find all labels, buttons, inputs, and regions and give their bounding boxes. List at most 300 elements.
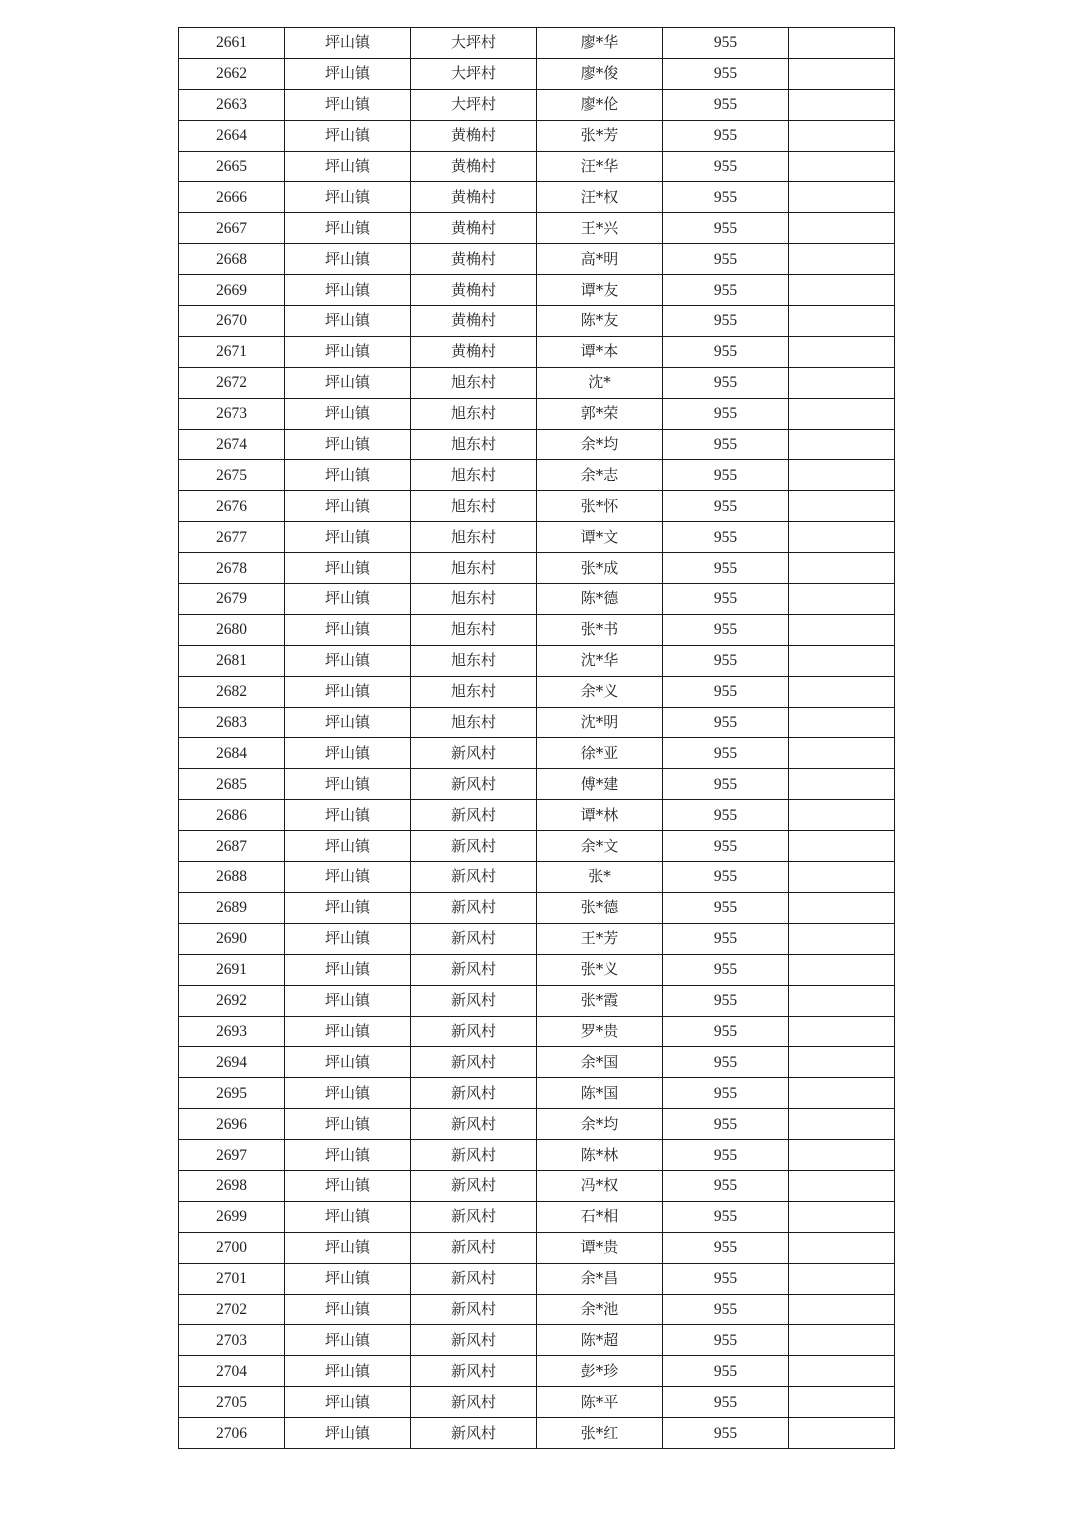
cell-village: 新风村	[411, 1418, 537, 1449]
table-row	[179, 645, 895, 676]
cell-note	[789, 645, 895, 676]
table-row	[179, 522, 895, 553]
cell-name: 张*义	[537, 954, 663, 985]
cell-serial-number: 2668	[179, 244, 285, 275]
cell-note	[789, 213, 895, 244]
cell-serial-number: 2673	[179, 398, 285, 429]
cell-name: 沈*明	[537, 707, 663, 738]
table-row	[179, 1170, 895, 1201]
cell-name: 陈*平	[537, 1387, 663, 1418]
cell-serial-number: 2704	[179, 1356, 285, 1387]
cell-name: 沈*	[537, 367, 663, 398]
cell-amount: 955	[663, 120, 789, 151]
table-row	[179, 985, 895, 1016]
cell-note	[789, 769, 895, 800]
cell-amount: 955	[663, 213, 789, 244]
table-row	[179, 707, 895, 738]
cell-name: 张*	[537, 862, 663, 893]
cell-serial-number: 2702	[179, 1294, 285, 1325]
cell-note	[789, 707, 895, 738]
cell-serial-number: 2667	[179, 213, 285, 244]
cell-village: 新风村	[411, 923, 537, 954]
cell-village: 新风村	[411, 831, 537, 862]
table-row	[179, 151, 895, 182]
cell-name: 王*兴	[537, 213, 663, 244]
cell-amount: 955	[663, 831, 789, 862]
cell-village: 新风村	[411, 1232, 537, 1263]
cell-village: 新风村	[411, 1170, 537, 1201]
cell-town: 坪山镇	[285, 460, 411, 491]
cell-serial-number: 2663	[179, 89, 285, 120]
cell-serial-number: 2679	[179, 584, 285, 615]
table-row	[179, 306, 895, 337]
cell-note	[789, 28, 895, 59]
cell-amount: 955	[663, 1263, 789, 1294]
cell-name: 徐*亚	[537, 738, 663, 769]
cell-serial-number: 2699	[179, 1201, 285, 1232]
cell-name: 余*均	[537, 1109, 663, 1140]
cell-serial-number: 2693	[179, 1016, 285, 1047]
table-row	[179, 244, 895, 275]
cell-serial-number: 2706	[179, 1418, 285, 1449]
cell-note	[789, 1294, 895, 1325]
cell-town: 坪山镇	[285, 1263, 411, 1294]
table-row	[179, 769, 895, 800]
table-row	[179, 275, 895, 306]
cell-serial-number: 2672	[179, 367, 285, 398]
cell-town: 坪山镇	[285, 1109, 411, 1140]
cell-village: 旭东村	[411, 491, 537, 522]
cell-name: 陈*德	[537, 584, 663, 615]
table-row	[179, 1201, 895, 1232]
cell-serial-number: 2680	[179, 614, 285, 645]
cell-note	[789, 367, 895, 398]
cell-name: 汪*权	[537, 182, 663, 213]
cell-village: 黄桷村	[411, 275, 537, 306]
cell-town: 坪山镇	[285, 645, 411, 676]
cell-town: 坪山镇	[285, 738, 411, 769]
cell-name: 张*书	[537, 614, 663, 645]
table-row	[179, 336, 895, 367]
cell-amount: 955	[663, 89, 789, 120]
cell-village: 旭东村	[411, 429, 537, 460]
cell-town: 坪山镇	[285, 1232, 411, 1263]
cell-note	[789, 862, 895, 893]
cell-name: 傅*建	[537, 769, 663, 800]
cell-town: 坪山镇	[285, 491, 411, 522]
cell-village: 新风村	[411, 1140, 537, 1171]
cell-name: 汪*华	[537, 151, 663, 182]
table-row	[179, 614, 895, 645]
cell-town: 坪山镇	[285, 1170, 411, 1201]
table-row	[179, 553, 895, 584]
cell-note	[789, 1170, 895, 1201]
cell-name: 余*文	[537, 831, 663, 862]
cell-serial-number: 2697	[179, 1140, 285, 1171]
cell-village: 旭东村	[411, 584, 537, 615]
cell-note	[789, 151, 895, 182]
cell-amount: 955	[663, 738, 789, 769]
table-row	[179, 460, 895, 491]
cell-serial-number: 2669	[179, 275, 285, 306]
cell-town: 坪山镇	[285, 58, 411, 89]
cell-serial-number: 2685	[179, 769, 285, 800]
cell-serial-number: 2688	[179, 862, 285, 893]
table-row	[179, 892, 895, 923]
cell-name: 余*国	[537, 1047, 663, 1078]
cell-note	[789, 676, 895, 707]
table-row	[179, 923, 895, 954]
cell-note	[789, 182, 895, 213]
cell-town: 坪山镇	[285, 275, 411, 306]
cell-name: 高*明	[537, 244, 663, 275]
cell-village: 黄桷村	[411, 213, 537, 244]
cell-village: 黄桷村	[411, 306, 537, 337]
cell-serial-number: 2698	[179, 1170, 285, 1201]
cell-village: 旭东村	[411, 460, 537, 491]
cell-name: 石*相	[537, 1201, 663, 1232]
cell-town: 坪山镇	[285, 522, 411, 553]
cell-town: 坪山镇	[285, 1294, 411, 1325]
cell-note	[789, 1232, 895, 1263]
cell-village: 新风村	[411, 1047, 537, 1078]
cell-amount: 955	[663, 58, 789, 89]
cell-note	[789, 1356, 895, 1387]
cell-village: 新风村	[411, 862, 537, 893]
cell-name: 谭*友	[537, 275, 663, 306]
cell-name: 陈*林	[537, 1140, 663, 1171]
cell-note	[789, 923, 895, 954]
cell-village: 黄桷村	[411, 182, 537, 213]
table-row	[179, 182, 895, 213]
cell-serial-number: 2700	[179, 1232, 285, 1263]
table-row	[179, 1356, 895, 1387]
cell-serial-number: 2703	[179, 1325, 285, 1356]
cell-note	[789, 584, 895, 615]
cell-note	[789, 398, 895, 429]
cell-town: 坪山镇	[285, 367, 411, 398]
cell-amount: 955	[663, 707, 789, 738]
cell-amount: 955	[663, 645, 789, 676]
cell-town: 坪山镇	[285, 892, 411, 923]
cell-amount: 955	[663, 460, 789, 491]
cell-serial-number: 2701	[179, 1263, 285, 1294]
cell-town: 坪山镇	[285, 306, 411, 337]
cell-name: 陈*国	[537, 1078, 663, 1109]
table-row	[179, 58, 895, 89]
cell-name: 余*均	[537, 429, 663, 460]
table-row	[179, 1047, 895, 1078]
cell-note	[789, 429, 895, 460]
cell-town: 坪山镇	[285, 800, 411, 831]
cell-name: 谭*文	[537, 522, 663, 553]
cell-note	[789, 738, 895, 769]
cell-name: 沈*华	[537, 645, 663, 676]
cell-village: 新风村	[411, 769, 537, 800]
cell-amount: 955	[663, 1418, 789, 1449]
cell-town: 坪山镇	[285, 954, 411, 985]
cell-note	[789, 614, 895, 645]
cell-town: 坪山镇	[285, 120, 411, 151]
cell-name: 廖*华	[537, 28, 663, 59]
cell-note	[789, 1263, 895, 1294]
cell-town: 坪山镇	[285, 553, 411, 584]
table-row	[179, 491, 895, 522]
cell-amount: 955	[663, 151, 789, 182]
cell-amount: 955	[663, 1387, 789, 1418]
cell-note	[789, 336, 895, 367]
cell-town: 坪山镇	[285, 213, 411, 244]
cell-name: 余*义	[537, 676, 663, 707]
cell-village: 旭东村	[411, 398, 537, 429]
table-row	[179, 429, 895, 460]
cell-serial-number: 2665	[179, 151, 285, 182]
table-row	[179, 1294, 895, 1325]
table-row	[179, 367, 895, 398]
cell-serial-number: 2696	[179, 1109, 285, 1140]
cell-town: 坪山镇	[285, 769, 411, 800]
cell-village: 旭东村	[411, 645, 537, 676]
cell-note	[789, 244, 895, 275]
cell-serial-number: 2705	[179, 1387, 285, 1418]
cell-serial-number: 2691	[179, 954, 285, 985]
cell-name: 谭*贵	[537, 1232, 663, 1263]
cell-amount: 955	[663, 1170, 789, 1201]
cell-amount: 955	[663, 275, 789, 306]
cell-note	[789, 89, 895, 120]
cell-note	[789, 460, 895, 491]
cell-amount: 955	[663, 336, 789, 367]
cell-note	[789, 522, 895, 553]
cell-amount: 955	[663, 1016, 789, 1047]
cell-serial-number: 2677	[179, 522, 285, 553]
cell-town: 坪山镇	[285, 1387, 411, 1418]
cell-name: 王*芳	[537, 923, 663, 954]
cell-town: 坪山镇	[285, 244, 411, 275]
cell-village: 黄桷村	[411, 244, 537, 275]
cell-name: 陈*友	[537, 306, 663, 337]
cell-amount: 955	[663, 892, 789, 923]
cell-village: 大坪村	[411, 89, 537, 120]
cell-village: 新风村	[411, 1387, 537, 1418]
cell-amount: 955	[663, 1140, 789, 1171]
cell-amount: 955	[663, 614, 789, 645]
cell-town: 坪山镇	[285, 89, 411, 120]
cell-town: 坪山镇	[285, 985, 411, 1016]
cell-town: 坪山镇	[285, 923, 411, 954]
cell-amount: 955	[663, 1325, 789, 1356]
cell-amount: 955	[663, 862, 789, 893]
cell-town: 坪山镇	[285, 1047, 411, 1078]
cell-note	[789, 306, 895, 337]
cell-note	[789, 954, 895, 985]
cell-town: 坪山镇	[285, 398, 411, 429]
cell-amount: 955	[663, 522, 789, 553]
cell-amount: 955	[663, 553, 789, 584]
cell-serial-number: 2689	[179, 892, 285, 923]
cell-village: 旭东村	[411, 553, 537, 584]
table-row	[179, 213, 895, 244]
cell-village: 旭东村	[411, 707, 537, 738]
cell-amount: 955	[663, 1232, 789, 1263]
cell-amount: 955	[663, 1294, 789, 1325]
cell-serial-number: 2686	[179, 800, 285, 831]
cell-town: 坪山镇	[285, 151, 411, 182]
cell-name: 张*霞	[537, 985, 663, 1016]
cell-note	[789, 1387, 895, 1418]
cell-town: 坪山镇	[285, 28, 411, 59]
cell-village: 新风村	[411, 738, 537, 769]
table-row	[179, 584, 895, 615]
cell-village: 新风村	[411, 1325, 537, 1356]
table-row	[179, 1418, 895, 1449]
cell-note	[789, 1109, 895, 1140]
cell-amount: 955	[663, 306, 789, 337]
cell-town: 坪山镇	[285, 1418, 411, 1449]
cell-note	[789, 831, 895, 862]
cell-amount: 955	[663, 429, 789, 460]
cell-amount: 955	[663, 985, 789, 1016]
cell-town: 坪山镇	[285, 831, 411, 862]
cell-village: 新风村	[411, 1294, 537, 1325]
cell-note	[789, 1047, 895, 1078]
cell-serial-number: 2695	[179, 1078, 285, 1109]
cell-name: 罗*贵	[537, 1016, 663, 1047]
cell-amount: 955	[663, 1078, 789, 1109]
cell-village: 新风村	[411, 1201, 537, 1232]
cell-note	[789, 553, 895, 584]
cell-note	[789, 275, 895, 306]
cell-note	[789, 1078, 895, 1109]
table-row	[179, 1078, 895, 1109]
roster-table	[178, 27, 895, 1449]
cell-name: 彭*珍	[537, 1356, 663, 1387]
cell-amount: 955	[663, 491, 789, 522]
cell-serial-number: 2692	[179, 985, 285, 1016]
cell-note	[789, 1016, 895, 1047]
cell-amount: 955	[663, 244, 789, 275]
cell-amount: 955	[663, 923, 789, 954]
cell-serial-number: 2675	[179, 460, 285, 491]
cell-amount: 955	[663, 676, 789, 707]
table-row	[179, 89, 895, 120]
table-row	[179, 398, 895, 429]
cell-village: 旭东村	[411, 614, 537, 645]
cell-serial-number: 2676	[179, 491, 285, 522]
table-row	[179, 676, 895, 707]
cell-note	[789, 120, 895, 151]
cell-town: 坪山镇	[285, 336, 411, 367]
cell-name: 陈*超	[537, 1325, 663, 1356]
cell-village: 黄桷村	[411, 151, 537, 182]
cell-name: 廖*俊	[537, 58, 663, 89]
cell-serial-number: 2684	[179, 738, 285, 769]
cell-town: 坪山镇	[285, 584, 411, 615]
cell-amount: 955	[663, 954, 789, 985]
cell-village: 旭东村	[411, 367, 537, 398]
cell-village: 新风村	[411, 892, 537, 923]
cell-name: 谭*林	[537, 800, 663, 831]
cell-amount: 955	[663, 1047, 789, 1078]
table-row	[179, 862, 895, 893]
cell-amount: 955	[663, 584, 789, 615]
table-row	[179, 831, 895, 862]
cell-name: 张*红	[537, 1418, 663, 1449]
cell-name: 郭*荣	[537, 398, 663, 429]
cell-serial-number: 2664	[179, 120, 285, 151]
cell-town: 坪山镇	[285, 707, 411, 738]
cell-town: 坪山镇	[285, 614, 411, 645]
cell-note	[789, 800, 895, 831]
cell-serial-number: 2690	[179, 923, 285, 954]
cell-name: 余*昌	[537, 1263, 663, 1294]
cell-town: 坪山镇	[285, 182, 411, 213]
cell-town: 坪山镇	[285, 1016, 411, 1047]
table-row	[179, 1325, 895, 1356]
cell-amount: 955	[663, 367, 789, 398]
cell-town: 坪山镇	[285, 1356, 411, 1387]
cell-note	[789, 1418, 895, 1449]
cell-serial-number: 2674	[179, 429, 285, 460]
cell-name: 张*怀	[537, 491, 663, 522]
cell-village: 新风村	[411, 1016, 537, 1047]
cell-serial-number: 2661	[179, 28, 285, 59]
cell-town: 坪山镇	[285, 1078, 411, 1109]
cell-name: 余*志	[537, 460, 663, 491]
table-row	[179, 1387, 895, 1418]
cell-amount: 955	[663, 398, 789, 429]
cell-amount: 955	[663, 28, 789, 59]
cell-village: 大坪村	[411, 58, 537, 89]
table-row	[179, 738, 895, 769]
cell-village: 新风村	[411, 1356, 537, 1387]
table-row	[179, 28, 895, 59]
cell-name: 张*芳	[537, 120, 663, 151]
cell-village: 新风村	[411, 1078, 537, 1109]
cell-note	[789, 1325, 895, 1356]
table-row	[179, 1109, 895, 1140]
cell-village: 旭东村	[411, 522, 537, 553]
cell-village: 黄桷村	[411, 120, 537, 151]
cell-village: 黄桷村	[411, 336, 537, 367]
cell-name: 廖*伦	[537, 89, 663, 120]
cell-amount: 955	[663, 800, 789, 831]
cell-serial-number: 2671	[179, 336, 285, 367]
cell-village: 旭东村	[411, 676, 537, 707]
cell-serial-number: 2682	[179, 676, 285, 707]
cell-note	[789, 491, 895, 522]
cell-town: 坪山镇	[285, 1201, 411, 1232]
cell-note	[789, 1140, 895, 1171]
cell-note	[789, 892, 895, 923]
cell-village: 新风村	[411, 985, 537, 1016]
cell-village: 新风村	[411, 800, 537, 831]
cell-village: 新风村	[411, 1263, 537, 1294]
cell-serial-number: 2678	[179, 553, 285, 584]
table-row	[179, 1232, 895, 1263]
table-row	[179, 954, 895, 985]
cell-amount: 955	[663, 182, 789, 213]
cell-town: 坪山镇	[285, 1325, 411, 1356]
table-row	[179, 1016, 895, 1047]
cell-town: 坪山镇	[285, 676, 411, 707]
cell-note	[789, 985, 895, 1016]
table-row	[179, 800, 895, 831]
cell-amount: 955	[663, 769, 789, 800]
cell-serial-number: 2670	[179, 306, 285, 337]
cell-amount: 955	[663, 1201, 789, 1232]
cell-name: 余*池	[537, 1294, 663, 1325]
